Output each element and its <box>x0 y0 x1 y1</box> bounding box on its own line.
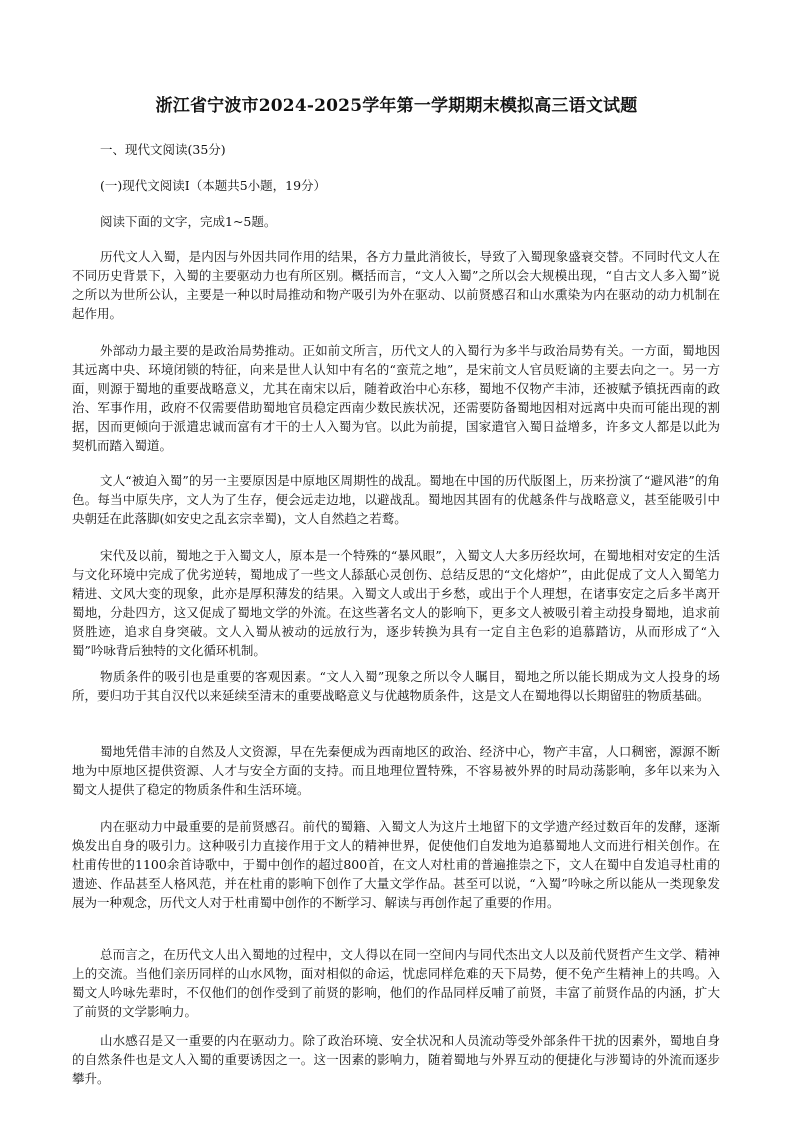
paragraph-7: 内在驱动力中最重要的是前贤感召。前代的蜀籍、入蜀文人为这片土地留下的文学遗产经过数百年的发酵，逐渐焕发出自身的吸引力。这种吸引力直接作用于文人的精神世界，促使他们自发地为追慕蜀地人文而进行相关创作。在杜甫传世的1100余首诗歌中，于蜀中创作的超过800首，在文人对杜甫的普遍推崇之下，文人在蜀中自发追寻杜甫的遗迹、作品甚至人格风范，并在杜甫的影响下创作了大量文学作品。甚至可以说，“入蜀”吟咏之所以能从一类现象发展为一种观念，历代文人对于杜甫蜀中创作的不断学习、解读与再创作起了重要的作用。 <box>72 819 720 910</box>
reading-instruction: 阅读下面的文字，完成1~5题。 <box>100 214 277 229</box>
paragraph-8: 总而言之，在历代文人出入蜀地的过程中，文人得以在同一空间内与同代杰出文人以及前代贤哲产生文学、精神上的交流。当他们亲历同样的山水风物，面对相似的命运，忧虑同样危难的天下局势，便不免产生精神上的共鸣。入蜀文人吟咏先辈时，不仅他们的创作受到了前贤的影响，他们的作品同样反哺了前贤，丰富了前贤作品的内涵，扩大了前贤的文学影响力。 <box>72 947 720 1019</box>
paragraph-5: 物质条件的吸引也是重要的客观因素。“文人入蜀”现象之所以令人瞩目，蜀地之所以能长期成为文人投身的场所，要归功于其自汉代以来延续至清末的重要战略意义与优越物质条件，这是文人在蜀地得以长期留驻的物质基础。 <box>72 669 720 703</box>
paragraph-6: 蜀地凭借丰沛的自然及人文资源，早在先秦便成为西南地区的政治、经济中心，物产丰富，人口稠密，源源不断地为中原地区提供资源、人才与安全方面的支持。而且地理位置特殊，不容易被外界的时局动荡影响，多年以来为入蜀文人提供了稳定的物质条件和生活环境。 <box>72 744 720 797</box>
paragraph-9: 山水感召是又一重要的内在驱动力。除了政治环境、安全状况和人员流动等受外部条件干扰的因素外，蜀地自身的自然条件也是文人入蜀的重要诱因之一。这一因素的影响力，随着蜀地与外界互动的便捷化与涉蜀诗的外流而逐步攀升。 <box>72 1033 720 1086</box>
paragraph-3: 文人“被迫入蜀”的另一主要原因是中原地区周期性的战乱。蜀地在中国的历代版图上，历来扮演了“避风港”的角色。每当中原失序，文人为了生存，便会远走边地，以避战乱。蜀地因其固有的优越条件与战略意义，甚至能吸引中央朝廷在此落脚(如安史之乱玄宗幸蜀)，文人自然趋之若鹜。 <box>72 473 720 526</box>
page-title: 浙江省宁波市2024-2025学年第一学期期末模拟高三语文试题 <box>155 96 638 116</box>
paragraph-2: 外部动力最主要的是政治局势推动。正如前文所言，历代文人的入蜀行为多半与政治局势有关。一方面，蜀地因其远离中央、环境闭锁的特征，向来是世人认知中有名的“蛮荒之地”，是宋前文人官员贬谪的主要去向之一。另一方面，则源于蜀地的重要战略意义，尤其在南宋以后，随着政治中心东移，蜀地不仅物产丰沛，还被赋予镇抚西南的政治、军事作用，政府不仅需要借助蜀地官员稳定西南少数民族状况，还需要防备蜀地因相对远离中央而可能出现的割据，因而更倾向于派遣忠诚而富有才干的士人入蜀为官。以此为前提，国家遣官入蜀日益增多，许多文人都是以此为契机而踏入蜀道。 <box>72 343 720 453</box>
section-heading: 一、现代文阅读(35分) <box>100 142 226 157</box>
subsection-heading: (一)现代文阅读Ⅰ（本题共5小题，19分） <box>100 178 327 193</box>
paragraph-4: 宋代及以前，蜀地之于入蜀文人，原本是一个特殊的“暴风眼”，入蜀文人大多历经坎坷，在蜀地相对安定的生活与文化环境中完成了优劣逆转，蜀地成了一些文人舔舐心灵创伤、总结反思的“文化熔炉”，由此促成了文人入蜀笔力精进、文风大变的现象，此亦是厚积薄发的结果。入蜀文人或出于乡愁，或出于个人理想，在诸事安定之后多半离开蜀地，分赴四方，这又促成了蜀地文学的外流。在这些著名文人的影响下，更多文人被吸引着主动投身蜀地，追求前贤胜迹，追求自身突破。文人入蜀从被动的远放行为，逐步转换为具有一定自主色彩的追慕踏访，从而形成了“入蜀”吟咏背后独特的文化循环机制。 <box>72 548 720 658</box>
paragraph-1: 历代文人入蜀，是内因与外因共同作用的结果，各方力量此消彼长，导致了入蜀现象盛衰交替。不同时代文人在不同历史背景下，入蜀的主要驱动力也有所区别。概括而言，“文人入蜀”之所以会大规模出现，“自古文人多入蜀”说之所以为世所公认，主要是一种以时局推动和物产吸引为外在驱动、以前贤感召和山水熏染为内在驱动的动力机制在起作用。 <box>72 249 720 321</box>
